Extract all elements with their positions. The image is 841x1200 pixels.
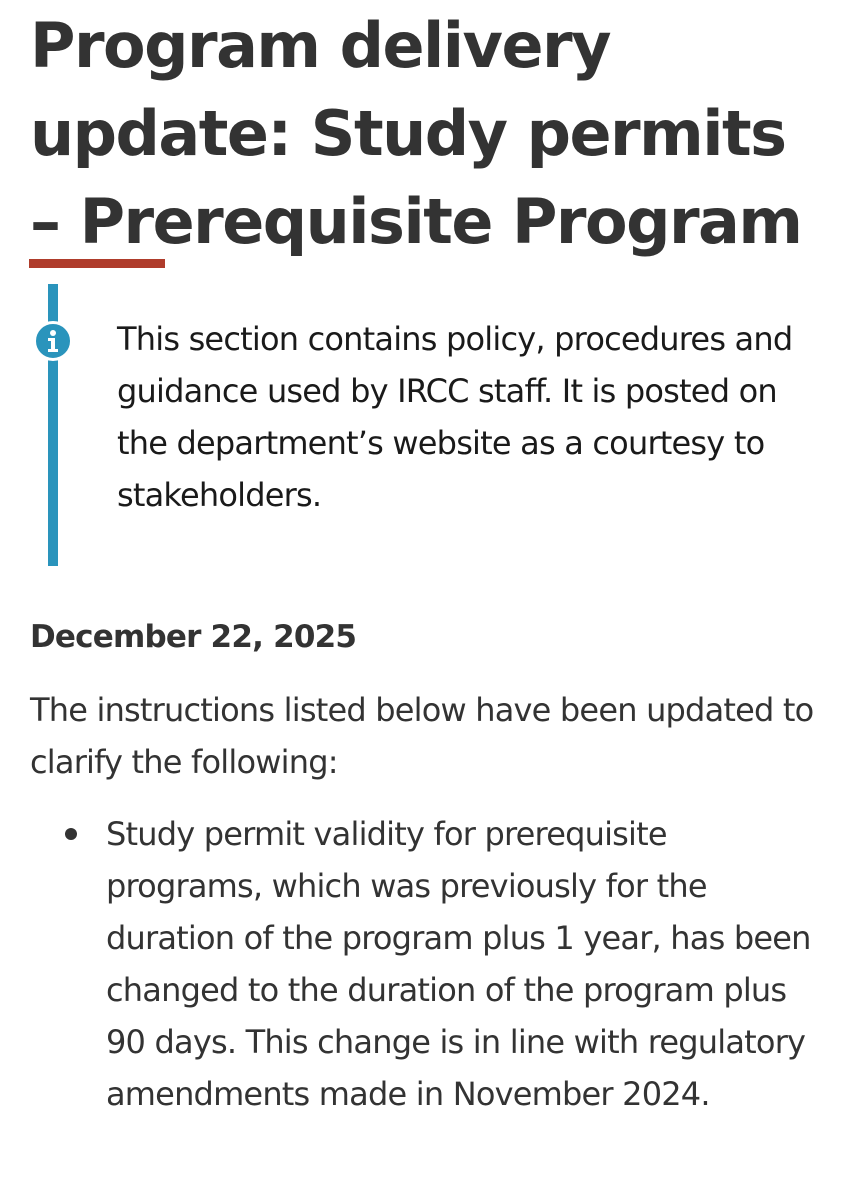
bullet-icon bbox=[65, 828, 77, 840]
list-item-text: Study permit validity for prerequisite programs, which was previously for the duration of the program plus 1 year, has been changed to the duration of the program plus 90 days. This change is in line with regulatory amendments made in November 2024. bbox=[106, 815, 811, 1113]
update-intro: The instructions listed below have been updated to clarify the following: bbox=[30, 691, 814, 781]
title-underline bbox=[29, 259, 165, 268]
update-date: December 22, 2025 bbox=[30, 619, 357, 655]
page-title: Program delivery update: Study permits – Prerequisite Program bbox=[30, 9, 802, 258]
info-icon bbox=[33, 321, 73, 361]
list-item bbox=[0, 808, 816, 1120]
info-icon-glyph bbox=[36, 324, 70, 358]
update-list bbox=[0, 808, 841, 1120]
notice-text: This section contains policy, procedures and guidance used by IRCC staff. It is posted on the department’s website as a courtesy to stakeholders. bbox=[117, 320, 793, 514]
